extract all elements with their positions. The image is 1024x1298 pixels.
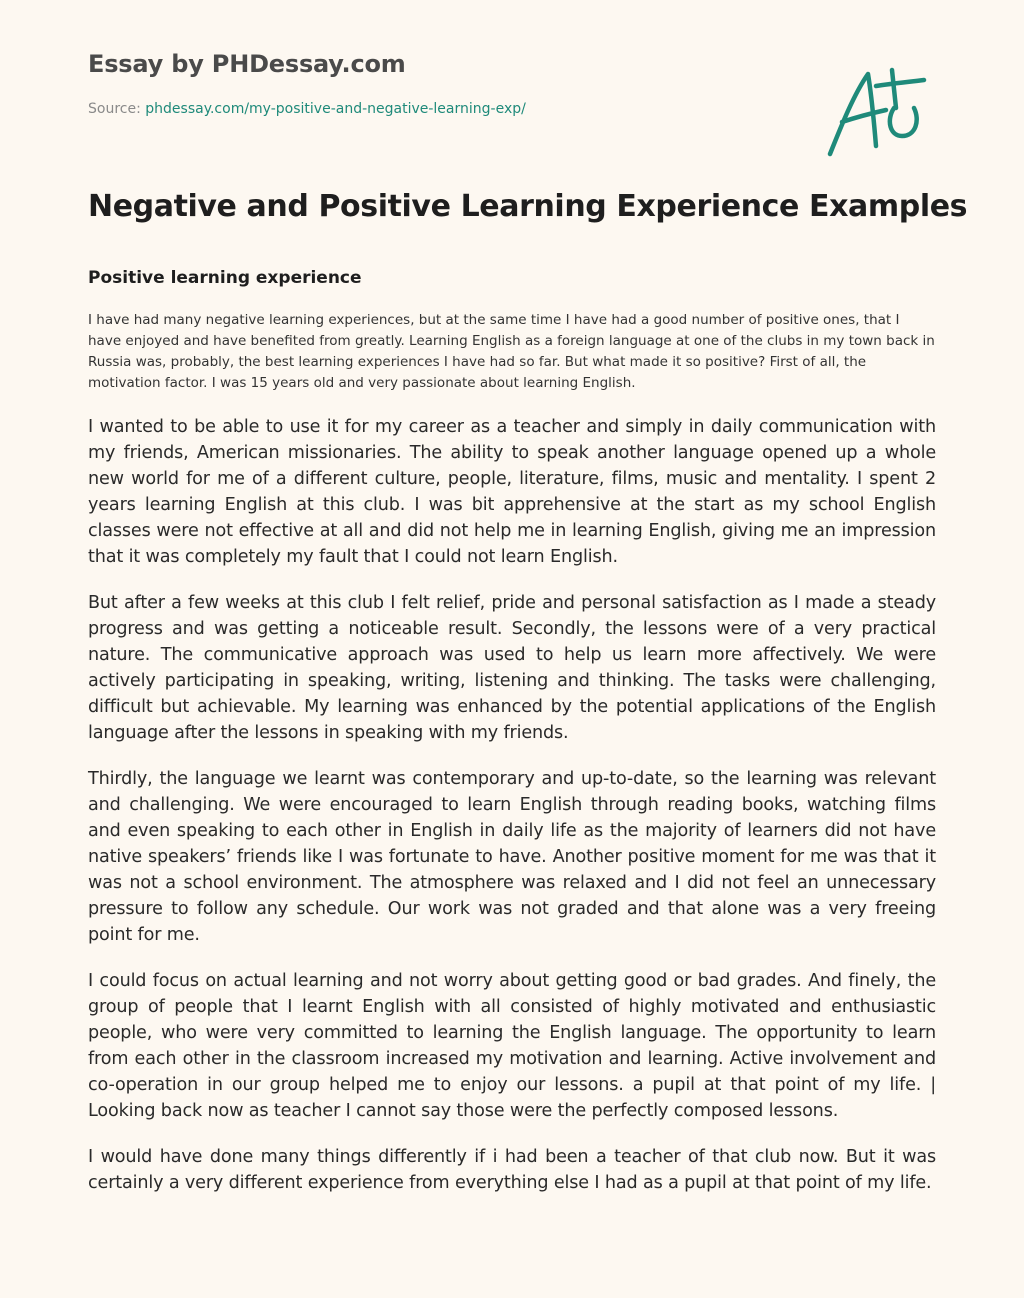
site-brand: Essay by PHDessay.com [88,50,406,78]
intro-paragraph: I have had many negative learning experiences, but at the same time I have had a good number of positive ones, that I have enjoyed and have benefited from greatly. Learning English as a foreign language at one of the clubs in my town back in Russia was, probably, the best learning experiences I have had so far. But what made it so positive? First of all, the motivation factor. I was 15 years old and very passionate about learning English. [88,312,935,391]
a-plus-icon [824,64,928,160]
body-paragraph: But after a few weeks at this club I felt relief, pride and personal satisfaction as I made a steady progress and was getting a noticeable result. Secondly, the lessons were of a very practical nature. The communicative approach was used to help us learn more affectively. We were actively participating in speaking, writing, listening and thinking. The tasks were challenging, difficult but achievable. My learning was enhanced by the potential applications of the English language after the lessons in speaking with my friends. [88,593,936,743]
body-paragraph: I would have done many things differently if i had been a teacher of that club now. But it was certainly a very different experience from everything else I had as a pupil at that point of my life. [88,1147,936,1193]
body-paragraph: I could focus on actual learning and not worry about getting good or bad grades. And finely, the group of people that I learnt English with all consisted of highly motivated and enthusiastic people, who were very committed to learning the English language. The opportunity to learn from each other in the classroom increased my motivation and learning. Active involvement and co-operation in our group helped me to enjoy our lessons. a pupil at that point of my life. | Looking back now as teacher I cannot say those were the perfectly composed lessons. [88,971,936,1121]
body-paragraph: I wanted to be able to use it for my career as a teacher and simply in daily communication with my friends, American missionaries. The ability to speak another language opened up a whole new world for me of a different culture, people, literature, films, music and mentality. I spent 2 years learning English at this club. I was bit apprehensive at the start as my school English classes were not effective at all and did not help me in learning English, giving me an impression that it was completely my fault that I could not learn English. [88,417,936,567]
section-heading: Positive learning experience [88,268,362,288]
source-label: Source: [88,101,146,117]
source-link[interactable]: phdessay.com/my-positive-and-negative-learning-exp/ [145,101,526,117]
essay-title: Negative and Positive Learning Experience Examples [88,189,968,224]
essay-body [88,414,936,1216]
source-line [88,101,526,117]
body-paragraph: Thirdly, the language we learnt was contemporary and up-to-date, so the learning was relevant and challenging. We were encouraged to learn English through reading books, watching films and even speaking to each other in English in daily life as the majority of learners did not have native speakers’ friends like I was fortunate to have. Another positive moment for me was that it was not a school environment. The atmosphere was relaxed and I did not feel an unnecessary pressure to follow any schedule. Our work was not graded and that alone was a very freeing point for me. [88,769,936,945]
